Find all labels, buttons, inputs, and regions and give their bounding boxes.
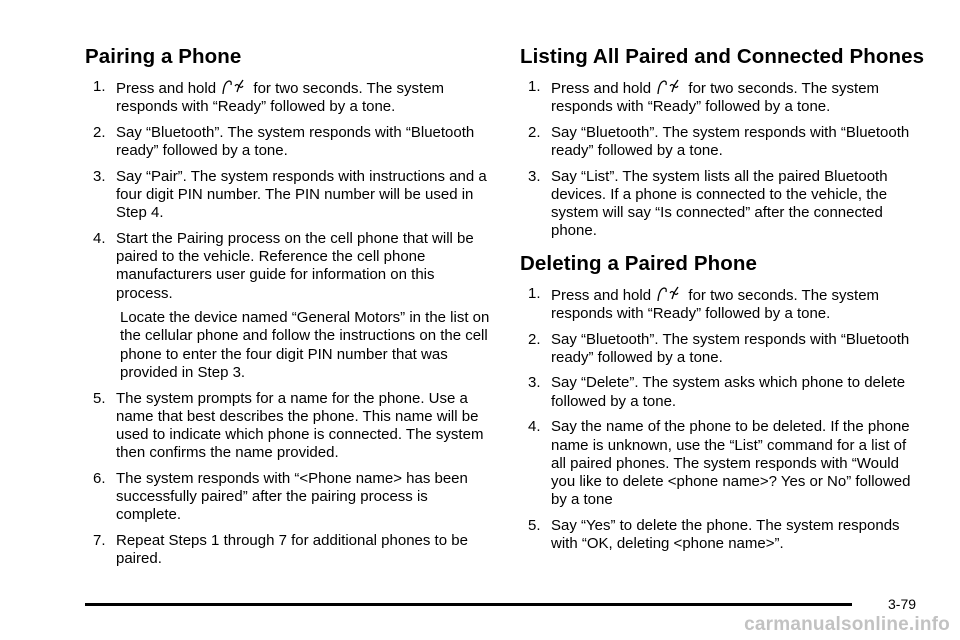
pairing-note: Locate the device named “General Motors” in the list on the cellular phone and follow the instructions on the cell phone to enter the four digit PIN number that was provided in Step 3. — [120, 309, 490, 381]
step-text: Say “List”. The system lists all the paired Bluetooth devices. If a phone is connected to the vehicle, the system will say “Is connected” after the connected phone. — [551, 167, 888, 240]
list-item — [520, 374, 925, 410]
list-item — [85, 470, 495, 525]
step-text-post: for two seconds. The system responds with “Ready” followed by a tone. — [551, 286, 880, 322]
list-item — [85, 390, 495, 463]
footer-rule — [85, 603, 852, 606]
step-text: Say “Yes” to delete the phone. The system responds with “OK, deleting <phone name>”. — [551, 516, 900, 553]
list-item — [520, 124, 925, 160]
list-item — [520, 331, 925, 367]
push-to-talk-icon — [221, 78, 247, 96]
section-title-listing: Listing All Paired and Connected Phones — [520, 45, 925, 68]
step-number: 1. — [528, 284, 541, 302]
step-text-pre: Press and hold — [551, 80, 652, 97]
push-to-talk-icon — [656, 285, 682, 303]
list-item — [85, 532, 495, 568]
right-column — [520, 42, 925, 561]
step-text: The system responds with “<Phone name> has been successfully paired” after the pairing process is complete. — [116, 469, 468, 524]
step-number: 7. — [93, 531, 106, 549]
step-text-post: for two seconds. The system responds with “Ready” followed by a tone. — [551, 80, 880, 116]
list-item — [85, 230, 495, 303]
step-text: Repeat Steps 1 through 7 for additional phones to be paired. — [116, 531, 468, 568]
step-number: 4. — [528, 418, 541, 436]
pairing-steps-continued — [85, 390, 495, 569]
step-text: Say “Delete”. The system asks which phone to delete followed by a tone. — [551, 374, 906, 410]
step-number: 3. — [528, 374, 541, 392]
step-text: The system prompts for a name for the phone. Use a name that best describes the phone. This name will be used to indicate which phone is connected. The system then confirms the name provided. — [116, 389, 484, 462]
list-item — [520, 285, 925, 323]
step-number: 3. — [93, 167, 106, 185]
left-column — [85, 42, 495, 576]
step-text-post: for two seconds. The system responds with “Ready” followed by a tone. — [116, 80, 445, 116]
step-text-pre: Press and hold — [116, 80, 217, 97]
list-item — [85, 124, 495, 160]
list-item — [520, 168, 925, 241]
list-item — [520, 418, 925, 509]
push-to-talk-icon — [656, 78, 682, 96]
step-text-pre: Press and hold — [551, 286, 652, 304]
section-title-pairing: Pairing a Phone — [85, 45, 242, 68]
section-title-deleting: Deleting a Paired Phone — [520, 251, 757, 275]
step-number: 2. — [528, 123, 541, 141]
step-number: 3. — [528, 167, 541, 185]
listing-steps — [520, 78, 925, 241]
list-item — [85, 78, 495, 116]
step-number: 6. — [93, 469, 106, 487]
pairing-steps — [85, 78, 495, 303]
list-item — [520, 78, 925, 116]
step-number: 5. — [93, 389, 106, 407]
step-text: Start the Pairing process on the cell phone that will be paired to the vehicle. Reference the cell phone manufacturers user guide for information on this process. — [116, 229, 474, 302]
step-text: Say “Bluetooth”. The system responds with “Bluetooth ready” followed by a tone. — [551, 123, 910, 160]
step-number: 1. — [93, 78, 106, 95]
step-number: 5. — [528, 516, 541, 534]
step-number: 2. — [528, 330, 541, 348]
step-number: 1. — [528, 78, 541, 95]
step-text: Say “Bluetooth”. The system responds with “Bluetooth ready” followed by a tone. — [116, 123, 475, 160]
step-text: Say “Pair”. The system responds with instructions and a four digit PIN number. The PIN number will be used in Step 4. — [116, 167, 487, 222]
step-text: Say the name of the phone to be deleted. If the phone name is unknown, use the “List” command for a list of all paired phones. The system responds with “Would you like to delete <phone name>? Yes or No” followed by a tone — [551, 418, 911, 509]
list-item — [520, 517, 925, 553]
step-number: 2. — [93, 123, 106, 141]
page-number: 3-79 — [888, 596, 917, 612]
list-item — [85, 168, 495, 223]
step-text: Say “Bluetooth”. The system responds with “Bluetooth ready” followed by a tone. — [551, 330, 910, 366]
deleting-steps — [520, 285, 925, 554]
watermark-link[interactable]: carmanualsonline.info — [744, 614, 950, 635]
step-number: 4. — [93, 229, 106, 247]
